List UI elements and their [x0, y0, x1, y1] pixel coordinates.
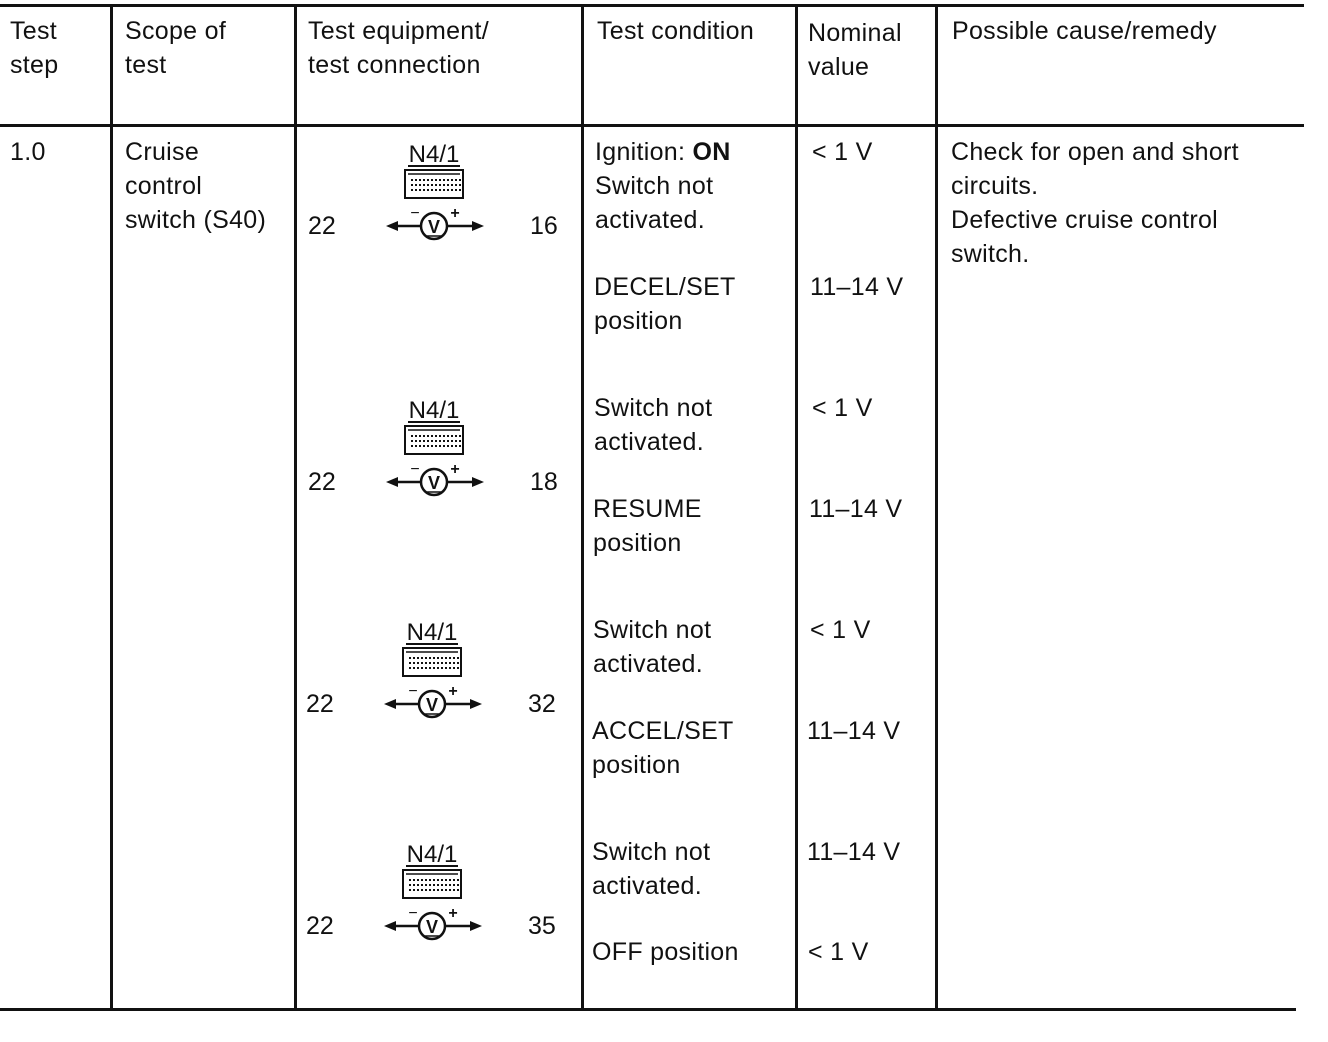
- header-test-step: Test step: [10, 17, 59, 79]
- test-connection-2: [300, 394, 570, 504]
- svg-text:V: V: [427, 473, 441, 493]
- test-connection-4: [298, 838, 568, 948]
- nominal-value-3: < 1 V: [812, 394, 873, 422]
- pin-left: 22: [308, 468, 336, 496]
- nominal-value-8: < 1 V: [808, 938, 869, 966]
- column-divider-4: [795, 4, 798, 1010]
- pin-left: 22: [306, 690, 334, 718]
- nominal-value-1: < 1 V: [812, 138, 873, 166]
- pin-right: 18: [530, 468, 558, 496]
- condition-resume: RESUME position: [593, 495, 702, 557]
- column-divider-1: [110, 4, 113, 1010]
- svg-text:V: V: [425, 917, 439, 937]
- condition-ignition-state: ON: [692, 138, 731, 166]
- nominal-value-6: 11–14 V: [807, 717, 901, 745]
- connector-label: N4/1: [406, 841, 458, 868]
- condition-switch-not-activated-2: Switch not activated.: [594, 394, 713, 456]
- svg-text:V: V: [425, 695, 439, 715]
- column-divider-2: [294, 4, 297, 1010]
- condition-switch-not-activated-4: Switch not activated.: [592, 838, 711, 900]
- nominal-value-4: 11–14 V: [809, 495, 903, 523]
- table-top-rule: [0, 4, 1304, 7]
- pin-left: 22: [306, 912, 334, 940]
- svg-text:−: −: [408, 905, 418, 922]
- svg-text:V: V: [427, 217, 441, 237]
- connector-label: N4/1: [408, 397, 460, 424]
- column-divider-3: [581, 4, 584, 1010]
- test-step-value: 1.0: [10, 138, 46, 166]
- svg-text:+: +: [450, 461, 460, 478]
- condition-switch-not-activated-3: Switch not activated.: [593, 616, 712, 678]
- condition-switch-not-activated-1: Switch not activated.: [595, 172, 714, 234]
- connector-label: N4/1: [408, 141, 460, 168]
- header-condition: Test condition: [597, 17, 755, 45]
- connector-label: N4/1: [406, 619, 458, 646]
- condition-ignition-label: Ignition:: [595, 138, 693, 166]
- column-divider-5: [935, 4, 938, 1010]
- svg-text:−: −: [408, 683, 418, 700]
- svg-text:−: −: [410, 461, 420, 478]
- header-equipment: Test equipment/ test connection: [308, 17, 489, 79]
- header-scope: Scope of test: [125, 17, 227, 79]
- table-bottom-rule: [0, 1008, 1296, 1011]
- nominal-value-7: 11–14 V: [807, 838, 901, 866]
- scope-value: Cruise control switch (S40): [125, 138, 267, 234]
- header-bottom-rule: [0, 124, 1304, 127]
- pin-right: 16: [530, 212, 558, 240]
- condition-accel-set: ACCEL/SET position: [592, 717, 734, 779]
- test-connection-1: [300, 138, 570, 248]
- svg-text:−: −: [410, 205, 420, 222]
- pin-left: 22: [308, 212, 336, 240]
- svg-text:+: +: [448, 905, 458, 922]
- nominal-value-5: < 1 V: [810, 616, 871, 644]
- test-connection-3: [298, 616, 568, 726]
- condition-ignition: [595, 135, 731, 169]
- header-remedy: Possible cause/remedy: [952, 17, 1217, 45]
- nominal-value-2: 11–14 V: [810, 273, 904, 301]
- pin-right: 35: [528, 912, 556, 940]
- header-nominal: Nominal value: [808, 19, 902, 81]
- svg-text:+: +: [450, 205, 460, 222]
- remedy-value: Check for open and short circuits. Defective cruise control switch.: [951, 138, 1239, 268]
- svg-text:+: +: [448, 683, 458, 700]
- pin-right: 32: [528, 690, 556, 718]
- condition-decel-set: DECEL/SET position: [594, 273, 736, 335]
- condition-off: OFF position: [592, 938, 739, 966]
